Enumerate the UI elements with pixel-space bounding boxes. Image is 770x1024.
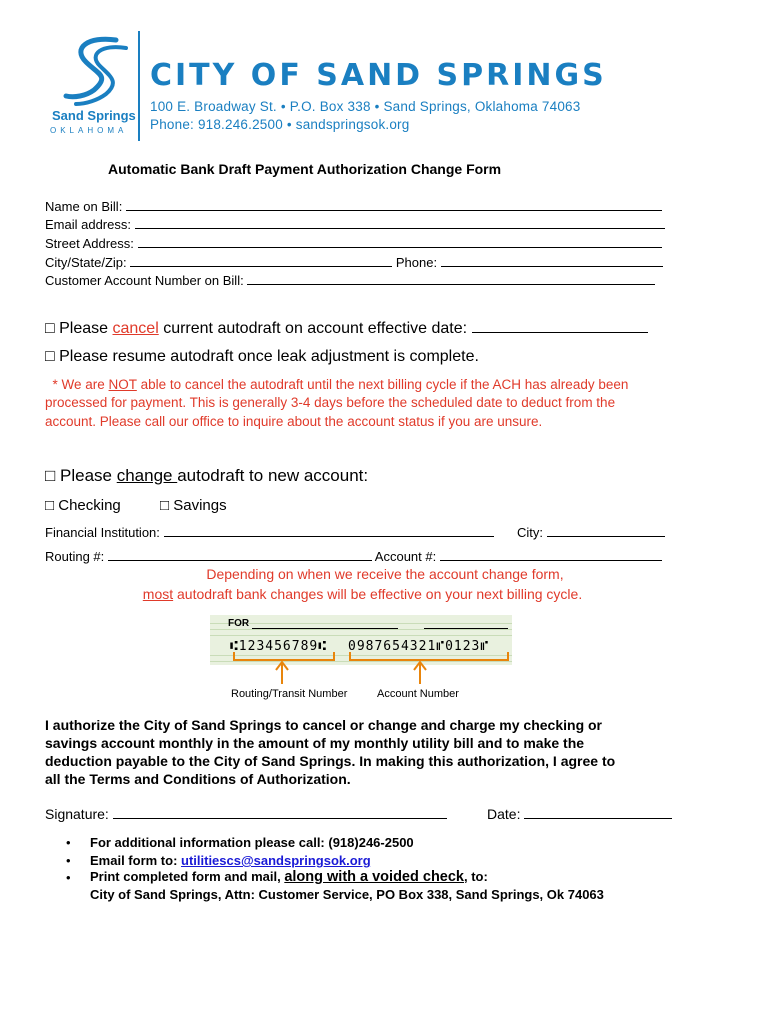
street-line[interactable] (138, 236, 662, 248)
bank-account-line[interactable] (440, 549, 662, 561)
check-brackets-icon (210, 640, 512, 692)
city-field[interactable] (45, 255, 663, 270)
city-line[interactable] (130, 255, 392, 267)
signature-line[interactable] (113, 807, 447, 819)
savings-checkbox[interactable]: □ (160, 497, 170, 514)
email-field[interactable] (45, 217, 665, 232)
notice-line-1 (45, 377, 628, 392)
institution-line[interactable] (164, 525, 494, 537)
date-line[interactable] (524, 807, 672, 819)
routing-line[interactable] (108, 549, 372, 561)
email-link[interactable]: utilitiescs@sandspringsok.org (181, 853, 371, 868)
authorization-line: savings account monthly in the amount of my monthly utility bill and to make the (45, 735, 585, 751)
email-label: Email address: (45, 217, 131, 232)
notice-l1-post: able to cancel the autodraft until the next billing cycle if the ACH has already been (136, 377, 629, 392)
signature-label: Signature: (45, 806, 109, 822)
city-label: City/State/Zip: (45, 255, 127, 270)
account-label: Customer Account Number on Bill: (45, 273, 244, 288)
effective-line-2 (0, 586, 725, 602)
notice-line-2: processed for payment. This is generally 3-4 days before the scheduled date to deduct from the (45, 395, 616, 410)
email-bullet (90, 853, 371, 868)
effective-line-1: Depending on when we receive the account change form, (206, 566, 564, 582)
date-label: Date: (487, 806, 521, 822)
bank-city-label: City: (517, 525, 543, 540)
change-checkbox[interactable]: □ (45, 466, 56, 485)
email-bullet-pre: Email form to: (90, 853, 182, 868)
cancel-word: cancel (112, 320, 159, 337)
bank-city-line[interactable] (547, 525, 665, 537)
bullet-icon: • (66, 835, 71, 850)
routing-label: Routing #: (45, 549, 105, 564)
savings-label: Savings (173, 497, 227, 514)
bullet-icon: • (66, 870, 71, 885)
check-account-digits: 0987654321⑈0123⑈ (348, 639, 490, 654)
institution-label: Financial Institution: (45, 525, 160, 540)
change-word: change (116, 466, 178, 485)
form-title: Automatic Bank Draft Payment Authorization Change Form (108, 161, 502, 177)
cancel-option[interactable] (45, 319, 648, 338)
authorization-line: all the Terms and Conditions of Authorization. (45, 771, 351, 787)
phone-label: Phone: (395, 255, 438, 270)
email-line[interactable] (135, 217, 665, 229)
date-field[interactable] (487, 806, 672, 822)
cancel-text-post: current autodraft on account effective date: (158, 320, 468, 337)
city-address: 100 E. Broadway St. • P.O. Box 338 • Sand Springs, Oklahoma 74063 (150, 99, 581, 114)
checking-option[interactable] (45, 497, 121, 514)
bullet-icon: • (66, 853, 71, 868)
signature-field[interactable] (45, 806, 447, 822)
street-label: Street Address: (45, 236, 134, 251)
notice-line-3: account. Please call our office to inquire about the account status if you are unsure. (45, 414, 543, 429)
bank-city-field[interactable] (517, 525, 665, 540)
city-contact: Phone: 918.246.2500 • sandspringsok.org (150, 117, 410, 132)
routing-number-caption: Routing/Transit Number (231, 688, 348, 700)
city-title: CITY OF SAND SPRINGS (150, 58, 607, 93)
name-line[interactable] (126, 199, 662, 211)
bank-account-label: Account #: (374, 549, 437, 564)
check-for-label: FOR (228, 618, 250, 629)
mail-post: , to: (464, 869, 488, 884)
mail-bold: along with a voided check (284, 869, 464, 885)
change-pre: Please (60, 466, 117, 485)
name-field[interactable] (45, 199, 662, 214)
change-option[interactable] (45, 466, 368, 486)
phone-line[interactable] (441, 255, 663, 267)
notice-pre: * We are (52, 377, 109, 392)
institution-field[interactable] (45, 525, 494, 540)
check-sig-line (424, 628, 508, 629)
routing-field[interactable] (45, 549, 662, 564)
account-line[interactable] (247, 273, 655, 285)
account-field[interactable] (45, 273, 655, 288)
account-number-caption: Account Number (377, 688, 459, 700)
checking-label: Checking (58, 497, 121, 514)
mail-bullet (90, 869, 488, 885)
effective-l2-post: autodraft bank changes will be effective on your next billing cycle. (173, 586, 583, 602)
header-divider (138, 31, 140, 141)
cancel-text-pre: Please (59, 320, 113, 337)
mail-pre: Print completed form and mail, (90, 869, 285, 884)
street-field[interactable] (45, 236, 662, 251)
mail-address: City of Sand Springs, Attn: Customer Service, PO Box 338, Sand Springs, Ok 74063 (90, 887, 604, 902)
name-label: Name on Bill: (45, 199, 123, 214)
cancel-date-line[interactable] (472, 319, 648, 333)
logo-state: OKLAHOMA (50, 126, 128, 135)
authorization-line: I authorize the City of Sand Springs to cancel or change and charge my checking or (45, 717, 603, 733)
resume-text: Please resume autodraft once leak adjustment is complete. (59, 348, 479, 365)
info-bullet: For additional information please call: (918)246-2500 (90, 835, 414, 850)
cancel-checkbox[interactable]: □ (45, 320, 55, 337)
check-routing-digits: ⑆123456789⑆ (230, 639, 328, 654)
change-post: autodraft to new account: (177, 466, 369, 485)
notice-not: NOT (108, 377, 137, 392)
sand-springs-logo-icon (58, 34, 134, 108)
logo-name: Sand Springs (52, 108, 136, 123)
resume-checkbox[interactable]: □ (45, 348, 55, 365)
checking-checkbox[interactable]: □ (45, 497, 55, 514)
check-for-line (252, 628, 398, 629)
authorization-line: deduction payable to the City of Sand Springs. In making this authorization, I agree to (45, 753, 616, 769)
effective-most: most (142, 586, 174, 602)
savings-option[interactable] (160, 497, 227, 514)
resume-option[interactable] (45, 348, 479, 366)
authorization-text (45, 716, 615, 788)
